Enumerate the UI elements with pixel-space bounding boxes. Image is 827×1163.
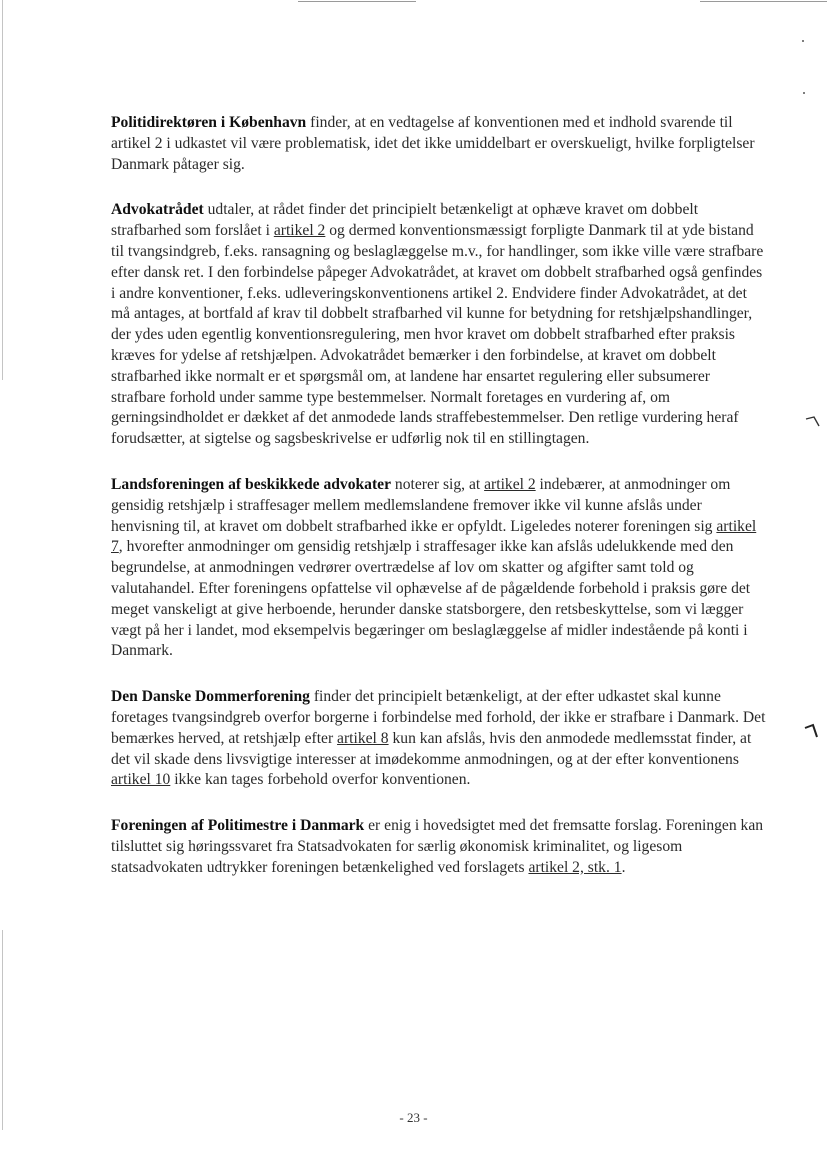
paragraph-lead: Den Danske Dommerforening xyxy=(111,688,310,706)
margin-tick-mark xyxy=(803,722,821,740)
paragraph-text: finder, at en vedtagelse af konventionen med et indhold svarende til artikel 2 i udkastet vil være problematisk, idet det ikke umiddelbart er overskueligt, hvilke forpligtelser Danmark påtager sig. xyxy=(111,114,755,173)
scan-speck xyxy=(802,40,804,42)
paragraph-text: indebærer, at anmodninger om gensidig retshjælp i straffesager mellem medlemslandene fremover ikke vil kunne afslås under henvisning til, at kravet om dobbelt strafbarhed ikke er opfyldt. Ligeledes noterer foreningen sig xyxy=(111,475,731,535)
paragraph-text: udtaler, at rådet finder det principielt betænkeligt at ophæve kravet om dobbelt strafbarhed som forslået i xyxy=(111,201,699,240)
paragraph-politidirektoren xyxy=(111,113,767,175)
paragraph-text: finder det principielt betænkeligt, at der efter udkastet skal kunne foretages tvangsindgreb overfor borgerne i forbindelse med forhold, der ikke er strafbare i Danmark. Det bemærkes herved, at retshjælp efter xyxy=(111,688,766,747)
paragraph-lead: Politidirektøren i København xyxy=(111,114,307,131)
article-reference: artikel 10 xyxy=(111,771,171,789)
page-number: - 23 - xyxy=(399,1110,428,1125)
paragraph-lead: Landsforeningen af beskikkede advokater xyxy=(111,475,392,493)
article-reference: artikel 2, stk. 1 xyxy=(528,858,622,876)
scan-left-edge xyxy=(2,0,3,380)
margin-tick-mark xyxy=(803,414,821,432)
paragraph-lead: Foreningen af Politimestre i Danmark xyxy=(111,817,365,835)
paragraph-text: og dermed konventionsmæssigt forpligte Danmark til at yde bistand til tvangsindgreb, f.eks. ransagning og beslaglæggelse m.v., for handlinger, som ikke ville være strafbare efter dansk ret. I den forbindelse påpeger Advokatrådet, at kravet om dobbelt strafbarhed også genfindes i andre konventioner, f.eks. udleveringskonventionens artikel 2. Endvidere finder Advokatrådet, at det må antages, at bortfald af krav til dobbelt strafbarhed vil kunne for betydning for retshjælpshandlinger, der ydes uden egentlig konventionsregulering, men hvor kravet om dobbelt strafbarhed efter praksis kræves for ydelse af retshjælpen. Advokatrådet bemærker i den forbindelse, at kravet om dobbelt strafbarhed ikke normalt er et spørgsmål om, at landene har ensartet regulering eller subsumerer strafbare forhold under samme type bestemmelser. Normalt foretages en vurdering af, om gerningsindholdet er dækket af det anmodede lands straffebestemmelser. Den retlige vurdering heraf forudsætter, at sigtelse og sagsbeskrivelse er udførlig nok til en stillingtagen. xyxy=(111,222,764,448)
article-reference: artikel 8 xyxy=(337,729,389,747)
paragraph-dommerforening xyxy=(111,687,767,791)
paragraph-text: er enig i hovedsigtet med det fremsatte forslag. Foreningen kan tilsluttet sig høringssvaret fra Statsadvokaten for særlig økonomisk kriminalitet, og ligesom statsadvokaten udtrykker foreningen betænkelighed ved forslagets xyxy=(111,817,764,876)
scan-top-rule xyxy=(298,1,416,2)
paragraph-text: . xyxy=(621,858,626,876)
article-reference: artikel 2 xyxy=(273,222,326,240)
scan-left-edge xyxy=(2,930,3,1130)
paragraph-text: noterer sig, at xyxy=(391,475,485,493)
paragraph-landsforeningen xyxy=(111,475,767,662)
article-reference: artikel 2 xyxy=(484,475,536,493)
paragraph-lead: Advokatrådet xyxy=(111,201,204,219)
scan-top-rule xyxy=(700,1,827,2)
document-body xyxy=(111,113,767,904)
article-reference: artikel 7 xyxy=(111,517,757,556)
paragraph-text: kun kan afslås, hvis den anmodede medlemsstat finder, at det vil skade dens livsvigtige interesser at imødekomme anmodningen, og at der efter konventionens xyxy=(111,729,752,768)
paragraph-politimestre xyxy=(111,816,767,878)
paragraph-text: ikke kan tages forbehold overfor konventionen. xyxy=(170,771,471,789)
paragraph-text: , hvorefter anmodninger om gensidig retshjælp i straffesager ikke kan afslås udelukkende med den begrundelse, at anmodningen vedrører overtrædelse af lov om skatter og afgifter samt told og valutahandel. Efter foreningens opfattelse vil ophævelse af de pågældende forbehold i praksis gøre det meget vanskeligt at give herboende, herunder danske statsborgere, den retsbeskyttelse, som vi lægger vægt på her i landet, mod eksempelvis begæringer om beslaglæggelse af midler indestående på konti i Danmark. xyxy=(111,538,751,660)
paragraph-advokatraadet xyxy=(111,200,767,450)
scan-speck xyxy=(803,92,805,94)
